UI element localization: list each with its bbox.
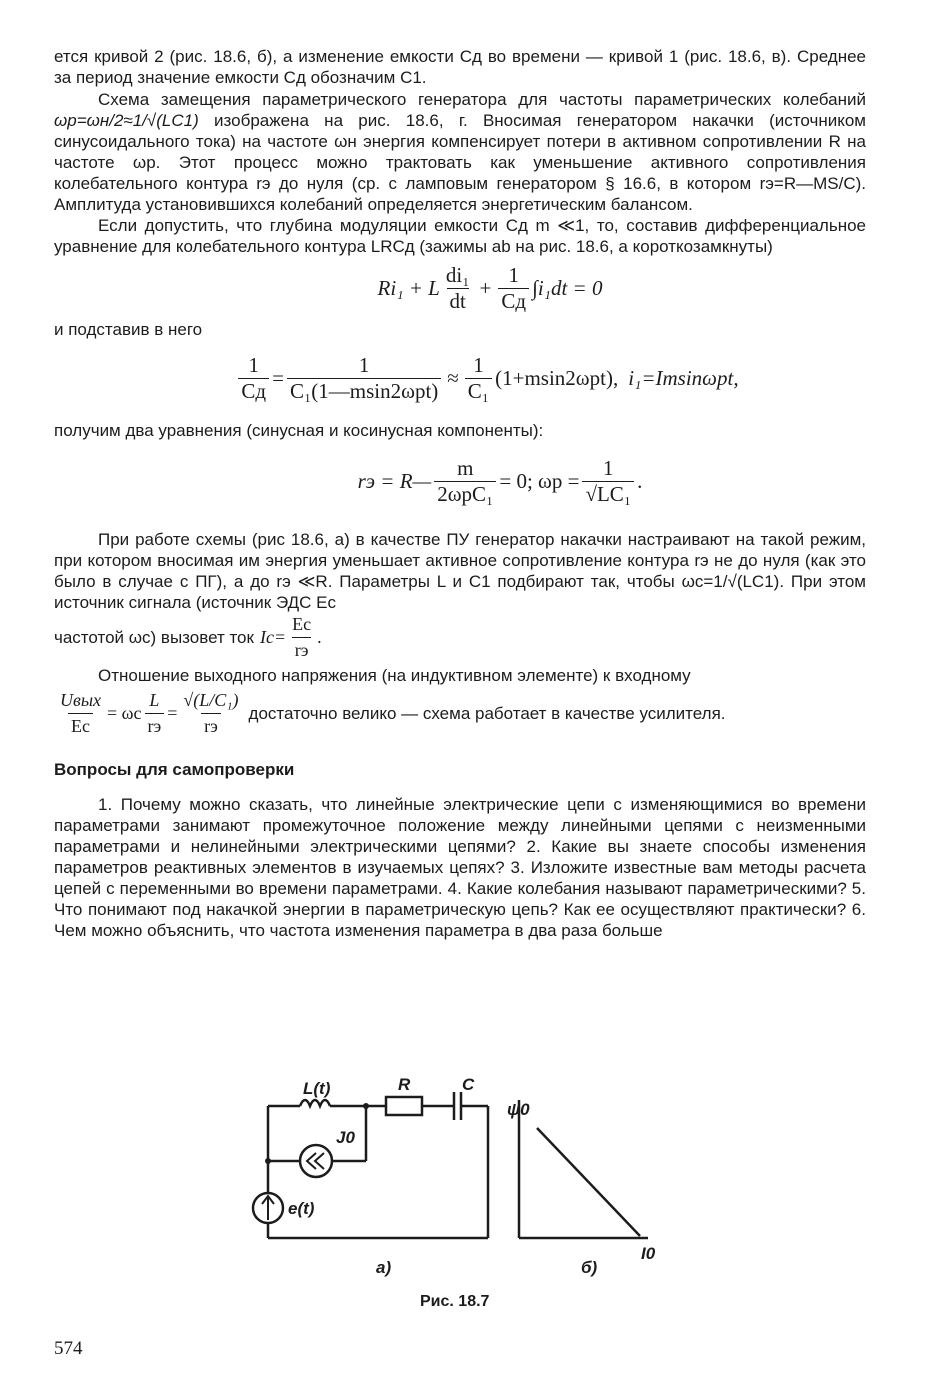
page-number: 574 bbox=[54, 1338, 83, 1359]
eq1-plus: + bbox=[479, 275, 492, 300]
label-axis-x: I0 bbox=[641, 1244, 656, 1263]
eq2-equals: = bbox=[272, 365, 284, 390]
eq1-num2: 1 bbox=[508, 262, 519, 287]
equation-1 bbox=[114, 257, 866, 319]
eq2-r-num: 1 bbox=[473, 352, 484, 377]
label-axis-y: ψ0 bbox=[507, 1100, 530, 1119]
eq1-left: Ri₁ + L bbox=[377, 275, 440, 300]
eq1-capacitance-fraction bbox=[498, 263, 529, 314]
paragraph-2-end: изображена на рис. 18.6, г. Вносимая генератором накачки (источником синусоидального тока) на частоте ωн энергия компенсирует потери в активном сопротивлении R на частоте ωр. Этот процесс можно трактовать как уменьшение активного сопротивления колебательного контура rэ до нуля (ср. с ламповым генератором § 16.6, в котором rэ=R—MS/C). Амплитуда установившихся колебаний определяется энергетическим балансом. bbox=[54, 111, 866, 214]
eq5-d2: rэ bbox=[145, 713, 165, 739]
eq2-lhs-num: 1 bbox=[248, 352, 259, 377]
eq1-right: ∫i₁dt = 0 bbox=[532, 275, 603, 300]
eq1-derivative-fraction bbox=[443, 263, 473, 314]
paragraph-3: Если допустить, что глубина модуляции емкости Cд m ≪1, то, составив дифференциальное уравнение для колебательного контура LRCд (зажимы ab на рис. 18.6, а короткозамкнуты) bbox=[54, 216, 866, 256]
pump-source-symbol bbox=[300, 1145, 332, 1177]
label-capacitor: C bbox=[462, 1075, 475, 1094]
eq4-lhs: Ic= bbox=[259, 626, 287, 647]
label-source: e(t) bbox=[288, 1199, 315, 1218]
eq2-mid bbox=[287, 353, 441, 404]
paragraph-7: Отношение выходного напряжения (на индуктивном элементе) к входному bbox=[98, 666, 691, 685]
paragraph-2-start: Схема замещения параметрического генератора для частоты параметрических колебаний bbox=[98, 90, 866, 109]
eq2-mid-den: C₁(1—msin2ωрt) bbox=[287, 378, 441, 404]
eq3-num2: 1 bbox=[603, 455, 614, 480]
page-body bbox=[54, 46, 866, 941]
paragraph-6 bbox=[54, 529, 866, 613]
characteristic-graph bbox=[519, 1100, 648, 1238]
emf-source-symbol bbox=[253, 1193, 283, 1223]
eq5-eq: = bbox=[167, 702, 178, 723]
eq3-fraction-2 bbox=[582, 456, 634, 507]
junction-dot bbox=[363, 1103, 369, 1109]
eq2-approx: ≈ bbox=[447, 365, 459, 390]
eq5-mid: = ωc bbox=[107, 702, 142, 723]
paragraph-7-end: достаточно велико — схема работает в качестве усилителя. bbox=[248, 703, 726, 723]
eq3-den: 2ωрC₁ bbox=[434, 481, 496, 507]
label-resistor: R bbox=[398, 1075, 411, 1094]
eq5-n1: Uвых bbox=[60, 689, 101, 710]
eq2-r-den: C₁ bbox=[465, 378, 492, 404]
eq5-n3: √(L/C₁) bbox=[183, 689, 239, 710]
equation-3 bbox=[134, 441, 866, 521]
eq5-frac-3 bbox=[180, 688, 241, 739]
resistor-symbol bbox=[386, 1097, 422, 1115]
paragraph-4: и подставив в него bbox=[54, 320, 203, 339]
eq4 bbox=[260, 612, 322, 663]
section-heading: Вопросы для самопроверки bbox=[54, 760, 295, 779]
eq5-frac-2 bbox=[145, 688, 165, 739]
eq4-fraction bbox=[289, 612, 314, 663]
eq3-b: = 0; ωр = bbox=[499, 468, 580, 493]
eq2-right bbox=[465, 353, 492, 404]
eq5-frac-1 bbox=[57, 688, 104, 739]
inductor-symbol bbox=[300, 1100, 330, 1106]
eq3-a: rэ = R— bbox=[357, 468, 432, 493]
eq2-current: i₁=Imsinωрt, bbox=[628, 365, 739, 390]
eq4-num: Ec bbox=[292, 613, 312, 634]
label-sub-b: б) bbox=[581, 1258, 598, 1277]
paragraph-6b bbox=[54, 613, 866, 661]
eq2-lhs-den: Cд bbox=[238, 378, 269, 404]
questions-paragraph: 1. Почему можно сказать, что линейные электрические цепи с изменяющимися во времени параметрами занимают промежуточное положение между линейными цепями с неизменными параметрами и нелинейными электрическими цепями? 2. Какие вы знаете способы изменения параметров реактивных элементов в изучаемых цепях? 3. Изложите известные вам методы расчета цепей с переменными во времени параметрами. 4. Какие колебания называют параметрическими? 5. Что понимают под накачкой энергии в параметрическую цепь? Как ее осуществляют практически? 6. Чем можно объяснить, что частота изменения параметра в два раза больше bbox=[54, 795, 866, 940]
eq1-num: di₁ bbox=[445, 262, 470, 287]
graph-line bbox=[537, 1128, 640, 1236]
label-pump: J0 bbox=[336, 1128, 355, 1147]
eq3-end: . bbox=[637, 468, 643, 493]
eq5-d3: rэ bbox=[201, 713, 221, 739]
eq2-mid-num: 1 bbox=[358, 352, 370, 377]
paragraph-6-start: При работе схемы (рис 18.6, а) в качестве ПУ генератор накачки настраивают на такой режим, при котором вносимая им энергия уменьшает активное сопротивление контура rэ не до нуля (как это было в случае с ПГ), а до rэ ≪R. Параметры L и C1 подбирают так, чтобы ωc=1/√(LC1). При этом источник сигнала (источник ЭДС Ec bbox=[54, 530, 866, 612]
figure-caption: Рис. 18.7 bbox=[420, 1293, 490, 1310]
paragraph-5: получим два уравнения (синусная и косинусная компоненты): bbox=[54, 421, 544, 440]
label-sub-a: а) bbox=[376, 1258, 392, 1277]
eq1-den2: Cд bbox=[498, 288, 529, 314]
circuit-diagram bbox=[253, 1092, 488, 1238]
eq1-den: dt bbox=[447, 288, 469, 314]
eq2-r-tail: (1+msin2ωрt), bbox=[495, 365, 619, 390]
eq5-d1: Ec bbox=[68, 713, 93, 739]
eq5-n2: L bbox=[149, 689, 160, 710]
paragraph-2 bbox=[54, 89, 866, 215]
eq5 bbox=[54, 688, 245, 739]
eq3-num: m bbox=[457, 455, 474, 480]
label-inductor: L(t) bbox=[303, 1079, 331, 1098]
equation-2 bbox=[108, 340, 866, 416]
paragraph-1: ется кривой 2 (рис. 18.6, б), а изменение емкости Cд во времени — кривой 1 (рис. 18.6, в). Среднее за период значение емкости Cд обозначим C1. bbox=[54, 47, 866, 87]
eq3-den2: √LC₁ bbox=[582, 481, 634, 507]
junction-dot bbox=[265, 1158, 271, 1164]
paragraph-7b bbox=[54, 686, 866, 740]
emf-arrow-head bbox=[262, 1196, 274, 1204]
eq3-fraction bbox=[434, 456, 496, 507]
eq4-den: rэ bbox=[292, 637, 312, 663]
paragraph-2-formula: ωр=ωн/2≈1/√(LC1) bbox=[54, 111, 199, 130]
pump-arrow bbox=[307, 1153, 324, 1169]
paragraph-6-end: частотой ωc) вызовет ток bbox=[54, 627, 254, 647]
eq2-lhs bbox=[238, 353, 269, 404]
eq4-end: . bbox=[317, 626, 322, 647]
